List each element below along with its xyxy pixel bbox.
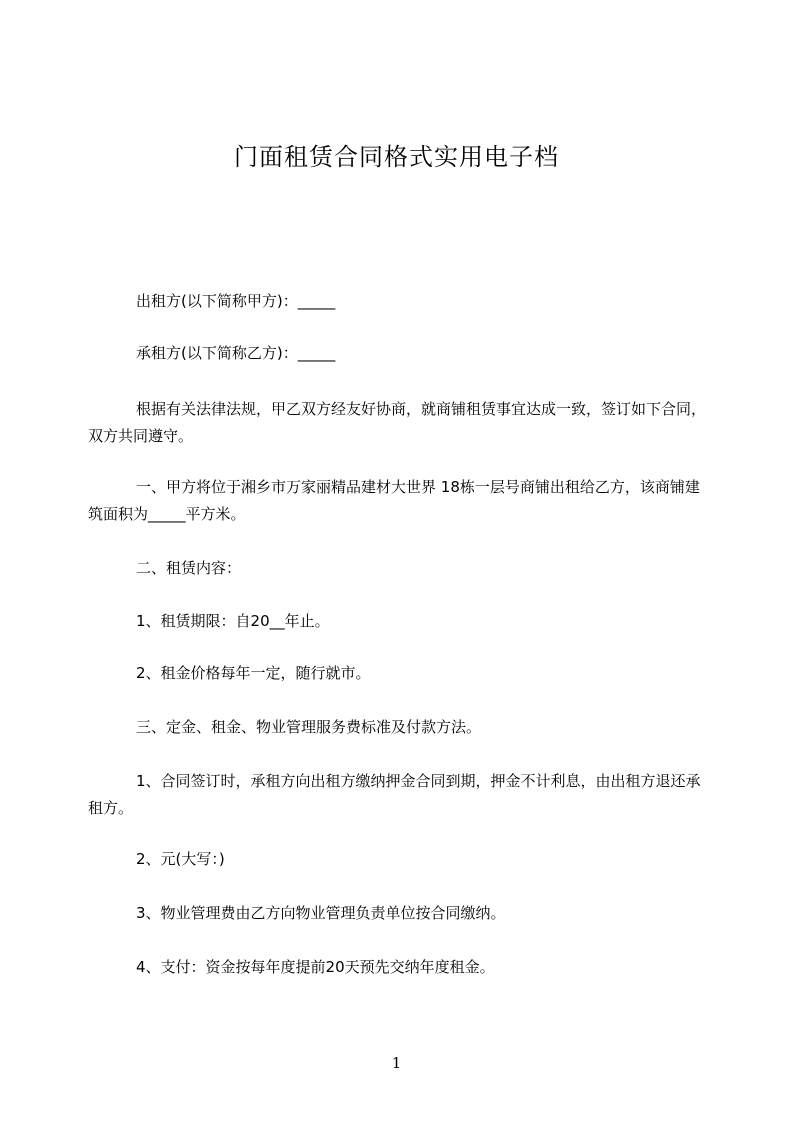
- paragraph-preamble: 根据有关法律法规，甲乙双方经友好协商，就商铺租赁事宜达成一致，签订如下合同，双方共同遵守。: [88, 400, 707, 445]
- paragraph-clause-2-heading: 二、租赁内容：: [136, 559, 242, 577]
- paragraph-property-fee: 3、物业管理费由乙方向物业管理负责单位按合同缴纳。: [136, 904, 506, 922]
- paragraph-rent-price: 2、租金价格每年一定，随行就市。: [136, 664, 371, 682]
- paragraph-clause-1: 一、甲方将位于湘乡市万家丽精品建材大世界 18栋一层号商铺出租给乙方，该商铺建筑面积为_____平方米。: [88, 478, 700, 523]
- page-number: 1: [391, 1054, 402, 1072]
- paragraph-lease-term: 1、租赁期限：自20__年止。: [136, 612, 330, 630]
- paragraph-payment: 4、支付：资金按每年度提前20天预先交纳年度租金。: [136, 958, 495, 976]
- paragraph-lessee: 承租方(以下简称乙方)：_____: [136, 344, 336, 362]
- paragraph-lessor: 出租方(以下简称甲方)：_____: [136, 292, 336, 310]
- paragraph-clause-3-heading: 三、定金、租金、物业管理服务费标准及付款方法。: [136, 718, 482, 736]
- document-title: 门面租赁合同格式实用电子档: [234, 143, 559, 171]
- paragraph-amount: 2、元(大写：): [136, 850, 225, 868]
- paragraph-deposit: 1、合同签订时，承租方向出租方缴纳押金合同到期，押金不计利息，由出租方退还承租方。: [88, 772, 701, 817]
